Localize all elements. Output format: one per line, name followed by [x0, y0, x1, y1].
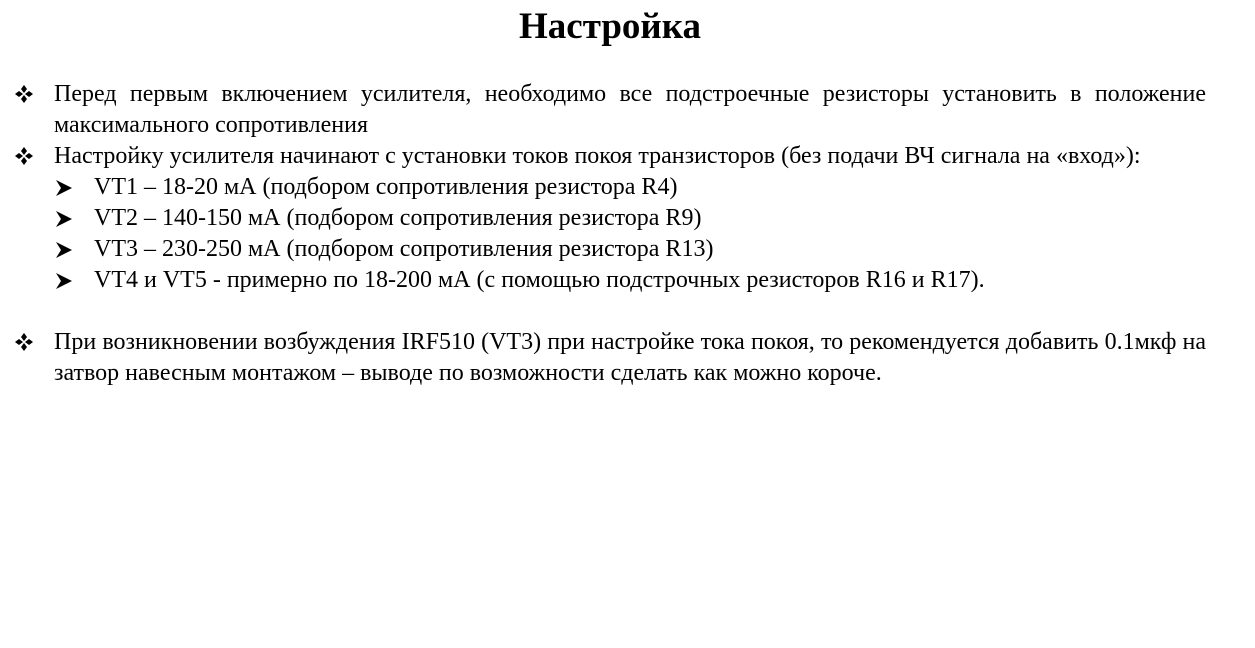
bullet-item	[14, 141, 1206, 172]
four-diamond-bullet-icon	[14, 141, 38, 172]
sub-item-text: VT4 и VT5 - примерно по 18-200 мА (с помощью подстрочных резисторов R16 и R17).	[94, 267, 985, 293]
sub-item	[94, 203, 1206, 234]
arrowhead-bullet-icon	[56, 203, 76, 234]
sub-item	[94, 234, 1206, 265]
sub-item-text: VT2 – 140-150 мА (подбором сопротивления резистора R9)	[94, 205, 702, 231]
bullet-item	[14, 79, 1206, 141]
four-diamond-bullet-icon	[14, 327, 38, 358]
spacer	[14, 296, 1206, 327]
bullet-text: При возникновении возбуждения IRF510 (VT3) при настройке тока покоя, то рекомендуется добавить 0.1мкф на затвор навесным монтажом – выводе по возможности сделать как можно короче.	[54, 329, 1206, 386]
sub-item-text: VT1 – 18-20 мА (подбором сопротивления резистора R4)	[94, 174, 678, 200]
bullet-text: Перед первым включением усилителя, необходимо все подстроечные резисторы установить в положение максимального сопротивления	[54, 81, 1206, 138]
arrowhead-bullet-icon	[56, 265, 76, 296]
four-diamond-bullet-icon	[14, 79, 38, 110]
sub-item-text: VT3 – 230-250 мА (подбором сопротивления резистора R13)	[94, 236, 714, 262]
sub-list	[14, 172, 1206, 296]
bullet-item	[14, 327, 1206, 389]
arrowhead-bullet-icon	[56, 234, 76, 265]
sub-item	[94, 172, 1206, 203]
slide-content	[14, 79, 1206, 389]
sub-item	[94, 265, 1206, 296]
arrowhead-bullet-icon	[56, 172, 76, 203]
slide-title: Настройка	[519, 6, 701, 47]
bullet-text: Настройку усилителя начинают с установки токов покоя транзисторов (без подачи ВЧ сигнала на «вход»):	[54, 143, 1141, 169]
